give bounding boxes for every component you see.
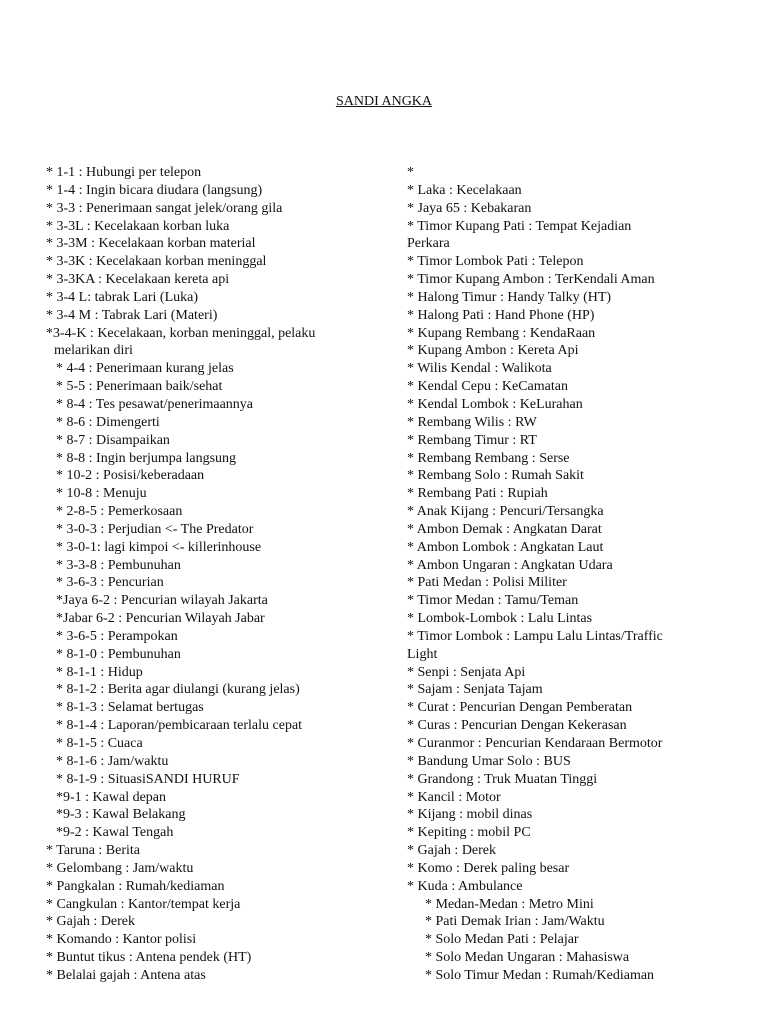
left-line: * 3-3M : Kecelakaan korban material xyxy=(46,236,256,252)
right-line: * Grandong : Truk Muatan Tinggi xyxy=(407,771,598,787)
right-line: * Medan-Medan : Metro Mini xyxy=(425,896,594,912)
left-line: * Taruna : Berita xyxy=(46,843,141,859)
left-line: * Cangkulan : Kantor/tempat kerja xyxy=(46,896,241,912)
right-line: * Rembang Timur : RT xyxy=(407,432,537,448)
left-line: * 5-5 : Penerimaan baik/sehat xyxy=(56,379,223,395)
right-line: * Curanmor : Pencurian Kendaraan Bermotor xyxy=(407,736,663,751)
right-line: * Pati Medan : Polisi Militer xyxy=(407,575,567,591)
right-line: * Kuda : Ambulance xyxy=(407,878,523,894)
left-line: * 1-1 : Hubungi per telepon xyxy=(46,165,202,180)
right-line: * Timor Medan : Tamu/Teman xyxy=(407,593,579,609)
right-line: * Timor Kupang Ambon : TerKendali Aman xyxy=(407,272,655,288)
left-line: * 8-4 : Tes pesawat/penerimaannya xyxy=(56,396,254,412)
right-line: * Senpi : Senjata Api xyxy=(407,664,526,680)
right-line: * Kijang : mobil dinas xyxy=(407,807,533,823)
left-line: * 3-3-8 : Pembunuhan xyxy=(56,557,181,573)
left-line: * 3-6-5 : Perampokan xyxy=(56,628,178,644)
left-line: * 3-4 L: tabrak Lari (Luka) xyxy=(46,289,198,305)
left-line: *3-4-K : Kecelakaan, korban meninggal, pelaku xyxy=(46,325,316,341)
left-line: * Pangkalan : Rumah/kediaman xyxy=(46,878,225,894)
left-line: * 3-3L : Kecelakaan korban luka xyxy=(46,218,230,234)
left-line: * 2-8-5 : Pemerkosaan xyxy=(56,504,183,520)
right-line: * Gajah : Derek xyxy=(407,843,497,859)
right-line: * Rembang Rembang : Serse xyxy=(407,450,570,466)
left-line: * 8-1-9 : SituasiSANDI HURUF xyxy=(56,771,240,787)
right-line: Light xyxy=(407,646,438,662)
left-line: * 10-2 : Posisi/keberadaan xyxy=(56,468,205,484)
right-line: * Kendal Lombok : KeLurahan xyxy=(407,396,583,412)
right-line: * Rembang Pati : Rupiah xyxy=(407,486,548,502)
left-line: * 8-1-0 : Pembunuhan xyxy=(56,646,181,662)
left-line: * 8-1-1 : Hidup xyxy=(56,664,143,680)
right-line: * Solo Medan Ungaran : Mahasiswa xyxy=(425,950,630,966)
left-line: * 8-1-6 : Jam/waktu xyxy=(56,753,169,769)
right-line: * Wilis Kendal : Walikota xyxy=(407,361,552,377)
left-line: * 8-8 : Ingin berjumpa langsung xyxy=(56,450,237,466)
right-line: * Curat : Pencurian Dengan Pemberatan xyxy=(407,700,633,716)
left-line: * 3-3KA : Kecelakaan kereta api xyxy=(46,272,230,288)
right-line: * Halong Pati : Hand Phone (HP) xyxy=(407,307,595,323)
left-line: *9-1 : Kawal depan xyxy=(56,789,167,805)
right-line: * Timor Lombok : Lampu Lalu Lintas/Traffic xyxy=(407,628,663,644)
right-line: * Lombok-Lombok : Lalu Lintas xyxy=(407,611,593,627)
left-line: * 3-4 M : Tabrak Lari (Materi) xyxy=(46,307,218,323)
right-line: * Ambon Ungaran : Angkatan Udara xyxy=(407,557,613,573)
left-line: * Komando : Kantor polisi xyxy=(46,932,197,948)
right-line: * Pati Demak Irian : Jam/Waktu xyxy=(425,914,605,930)
right-column xyxy=(407,164,747,985)
left-line: * 8-1-4 : Laporan/pembicaraan terlalu cepat xyxy=(56,718,303,734)
left-line: * 3-3K : Kecelakaan korban meninggal xyxy=(46,254,267,270)
right-line: * Anak Kijang : Pencuri/Tersangka xyxy=(407,504,604,520)
right-line: Perkara xyxy=(407,236,450,252)
left-line: * 3-0-1: lagi kimpoi <- killerinhouse xyxy=(56,539,262,555)
left-line: melarikan diri xyxy=(54,343,133,359)
left-line: * 10-8 : Menuju xyxy=(56,486,147,502)
left-line: * 8-1-3 : Selamat bertugas xyxy=(56,700,204,716)
right-line: * Ambon Demak : Angkatan Darat xyxy=(407,521,602,537)
right-line: * Timor Kupang Pati : Tempat Kejadian xyxy=(407,218,632,234)
right-line: * Jaya 65 : Kebakaran xyxy=(407,200,532,216)
left-line: *9-3 : Kawal Belakang xyxy=(56,807,186,823)
right-line: * Solo Medan Pati : Pelajar xyxy=(425,932,579,948)
left-line: *Jabar 6-2 : Pencurian Wilayah Jabar xyxy=(56,611,265,627)
right-line: * Kancil : Motor xyxy=(407,789,501,805)
left-line: * 3-3 : Penerimaan sangat jelek/orang gila xyxy=(46,200,283,216)
right-line: * Curas : Pencurian Dengan Kekerasan xyxy=(407,718,627,734)
right-line: * Kendal Cepu : KeCamatan xyxy=(407,379,568,395)
right-line: * Ambon Lombok : Angkatan Laut xyxy=(407,539,604,555)
left-line: * 4-4 : Penerimaan kurang jelas xyxy=(56,361,234,377)
right-line: * Rembang Wilis : RW xyxy=(407,414,537,430)
right-line: * Kupang Rembang : KendaRaan xyxy=(407,325,596,341)
left-line: * 1-4 : Ingin bicara diudara (langsung) xyxy=(46,182,263,198)
left-line: * Buntut tikus : Antena pendek (HT) xyxy=(46,950,252,966)
right-line: * Laka : Kecelakaan xyxy=(407,182,522,198)
left-line: * 8-6 : Dimengerti xyxy=(56,414,160,430)
left-line: *9-2 : Kawal Tengah xyxy=(56,825,174,841)
right-line: * Komo : Derek paling besar xyxy=(407,860,570,876)
right-line: * Kepiting : mobil PC xyxy=(407,825,531,841)
left-line: * 3-6-3 : Pencurian xyxy=(56,575,164,591)
left-column xyxy=(46,164,396,985)
right-line: * xyxy=(407,165,414,180)
left-line: * 8-1-2 : Berita agar diulangi (kurang jelas) xyxy=(56,682,300,698)
right-line: * Solo Timur Medan : Rumah/Kediaman xyxy=(425,967,655,983)
left-line: * Belalai gajah : Antena atas xyxy=(46,967,206,983)
left-line: * 8-7 : Disampaikan xyxy=(56,432,170,448)
left-line: * Gajah : Derek xyxy=(46,914,136,930)
right-line: * Kupang Ambon : Kereta Api xyxy=(407,343,579,359)
right-line: * Timor Lombok Pati : Telepon xyxy=(407,254,584,270)
right-line: * Rembang Solo : Rumah Sakit xyxy=(407,468,584,484)
right-line: * Sajam : Senjata Tajam xyxy=(407,682,543,698)
right-line: * Halong Timur : Handy Talky (HT) xyxy=(407,289,612,305)
left-line: * 3-0-3 : Perjudian <- The Predator xyxy=(56,521,254,537)
document-title: SANDI ANGKA xyxy=(335,94,433,109)
right-line: * Bandung Umar Solo : BUS xyxy=(407,753,571,769)
left-line: * 8-1-5 : Cuaca xyxy=(56,736,143,751)
left-line: *Jaya 6-2 : Pencurian wilayah Jakarta xyxy=(56,593,268,609)
left-line: * Gelombang : Jam/waktu xyxy=(46,860,194,876)
